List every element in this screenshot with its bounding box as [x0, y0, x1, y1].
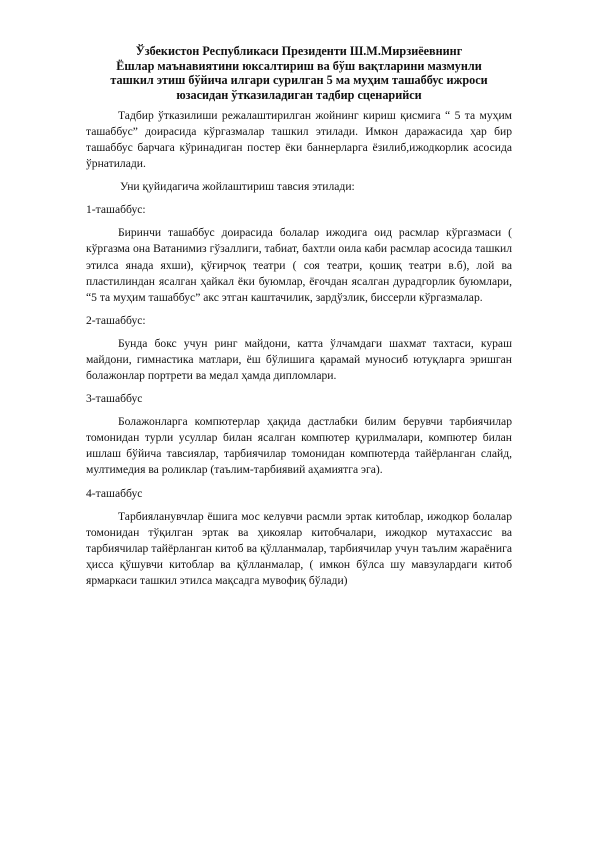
- initiative-1-label: 1-ташаббус:: [86, 203, 146, 217]
- initiative-2-label: 2-ташаббус:: [86, 313, 146, 327]
- initiative-4-text: Тарбияланувчлар ёшига мос келувчи расмли эртак китоблар, ижодкор болалар томонидан тўқилган эртак ва ҳикоялар китобчалари, ижодкор мутахассис ва тарбиячилар тайёрланган китоб ва қўлланмалар, тарбиячилар учун таълим жараёнига ҳисса қўшувчи китоблар ва қўлланмалар, ( имкон бўлса шу мавзулардаги китоб ярмаркаси ташкил этилса мақсадга мувофиқ бўлади): [86, 509, 512, 587]
- title-line-3: ташкил этиш бўйича илгари сурилган 5 ма муҳим ташаббус ижроси: [110, 73, 488, 87]
- intro-paragraph: Тадбир ўтказилиши режалаштирилган жойнинг кириш қисмига “ 5 та муҳим ташаббус” доирасида кўргазмалар ташкил этилади. Имкон даражасида ҳар бир ташаббус барчага кўринадиган постер ёки баннерларга ёзилиб,ижодкорлик асосида ўрнатилади.: [86, 109, 512, 171]
- initiative-1-text: Биринчи ташаббус доирасида болалар ижодига оид расмлар кўргазмаси ( кўргазма она Ватанимиз гўзаллиги, табиат, бахтли оила каби расмлар асосида ташкил этилса янада яхши), қўғирчоқ театри ( соя театри, қошиқ театри в.б), лой ва пластилиндан ясалган ҳайкал ёки буюмлар, ёғочдан ясалган дурадгорлик буюмлари, “5 та муҳим ташаббус” акс этган каштачилик, зардўзлик, биссерли кўргазмалар.: [86, 226, 512, 304]
- document-title: [86, 44, 512, 102]
- title-line-4: юзасидан ўтказиладиган тадбир сценарийси: [176, 87, 422, 102]
- document-page: [86, 44, 512, 589]
- initiative-3-label: 3-ташаббус: [86, 392, 143, 406]
- recommendation-text: Уни қуйидагича жойлаштириш тавсия этилади:: [120, 180, 355, 194]
- initiative-3-text: Болажонларга компютерлар ҳақида дастлабки билим берувчи тарбиячилар томонидан турли усуллар билан ясалган компютер қурилмалари, компютер билан ишлаш бўйича тавсиялар, тарбиячилар томонидан компютерда тайёрланган слайд, мултимедия ва роликлар (таълим-тарбиявий аҳамиятга эга).: [86, 415, 512, 477]
- initiative-4-label: 4-ташаббус: [86, 486, 143, 500]
- title-line-2: Ёшлар маънавиятини юксалтириш ва бўш вақтларини мазмунли: [116, 58, 482, 73]
- title-line-1: Ўзбекистон Республикаси Президенти Ш.М.Мирзиёевнинг: [135, 44, 463, 58]
- initiative-2-text: Бунда бокс учун ринг майдони, катта ўлчамдаги шахмат тахтаси, кураш майдони, гимнастика матлари, ёш бўлишига қарамай муносиб ютуқларга эришган болажонлар портрети ва медал ҳамда дипломлари.: [86, 336, 512, 383]
